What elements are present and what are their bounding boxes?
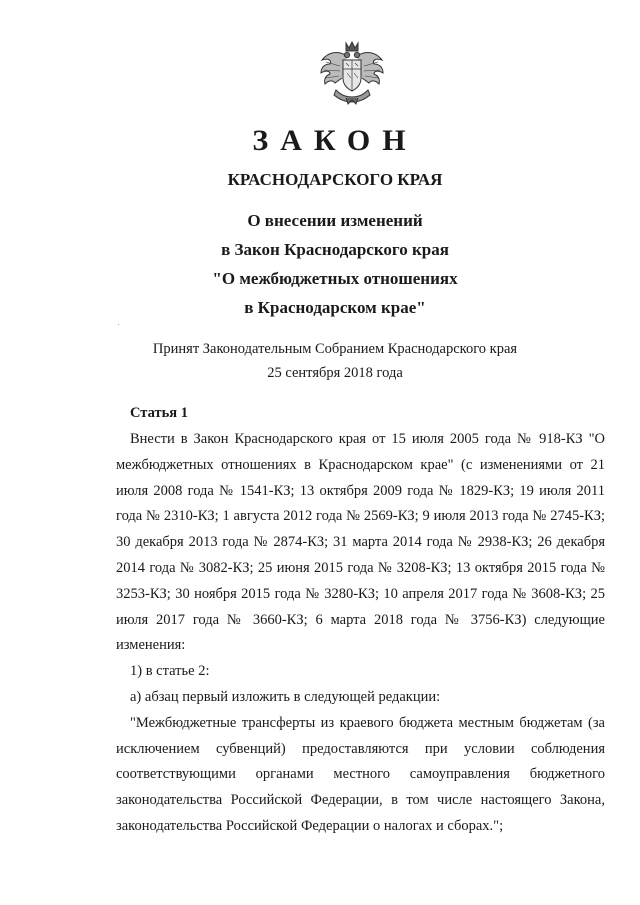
adoption-info xyxy=(0,337,640,385)
article-body xyxy=(116,427,605,840)
paragraph: Внести в Закон Краснодарского края от 15 июля 2005 года № 918-КЗ "О межбюджетных отношениях в Краснодарском крае" (с изменениями от 21 июля 2008 года № 1541-КЗ; 13 октября 2009 года № 1829-КЗ; 19 июля 2011 года № 2310-КЗ; 1 августа 2012 года № 2569-КЗ; 9 июля 2013 года № 2745-КЗ; 30 декабря 2013 года № 2874-КЗ; 31 марта 2014 года № 2938-КЗ; 26 декабря 2014 года № 3082-КЗ; 25 июня 2015 года № 3208-КЗ; 13 октября 2015 года № 3253-КЗ; 30 ноября 2015 года № 3280-КЗ; 10 апреля 2017 года № 3608-КЗ; 25 июля 2017 года № 3660-КЗ; 6 марта 2018 года № 3756-КЗ) следующие изменения: xyxy=(116,431,605,654)
adoption-body: Принят Законодательным Собранием Краснодарского края xyxy=(152,341,518,357)
paragraph: 1) в статье 2: xyxy=(130,663,210,680)
heading-line: в Закон Краснодарского края xyxy=(221,240,449,259)
scan-mark: · xyxy=(117,320,121,331)
law-heading xyxy=(0,206,640,322)
paragraph: "Межбюджетные трансферты из краевого бюджета местным бюджетам (за исключением субвенций) предоставляются при условии соблюдения соответствующими органами местного самоуправления бюджетного законодательства Российской Федерации, в том числе настоящего Закона, законодательства Российской Федерации о налогах и сборах."; xyxy=(116,714,605,834)
paragraph: а) абзац первый изложить в следующей редакции: xyxy=(130,688,441,705)
heading-line: О внесении изменений xyxy=(247,211,423,230)
law-title: ЗАКОН xyxy=(252,124,418,157)
heading-line: в Краснодарском крае" xyxy=(244,298,426,317)
heading-line: "О межбюджетных отношениях xyxy=(212,269,458,288)
law-subtitle: КРАСНОДАРСКОГО КРАЯ xyxy=(227,170,443,189)
coat-of-arms-icon xyxy=(316,40,388,106)
article-title: Статья 1 xyxy=(130,405,188,421)
adoption-date: 25 сентября 2018 года xyxy=(267,365,403,381)
